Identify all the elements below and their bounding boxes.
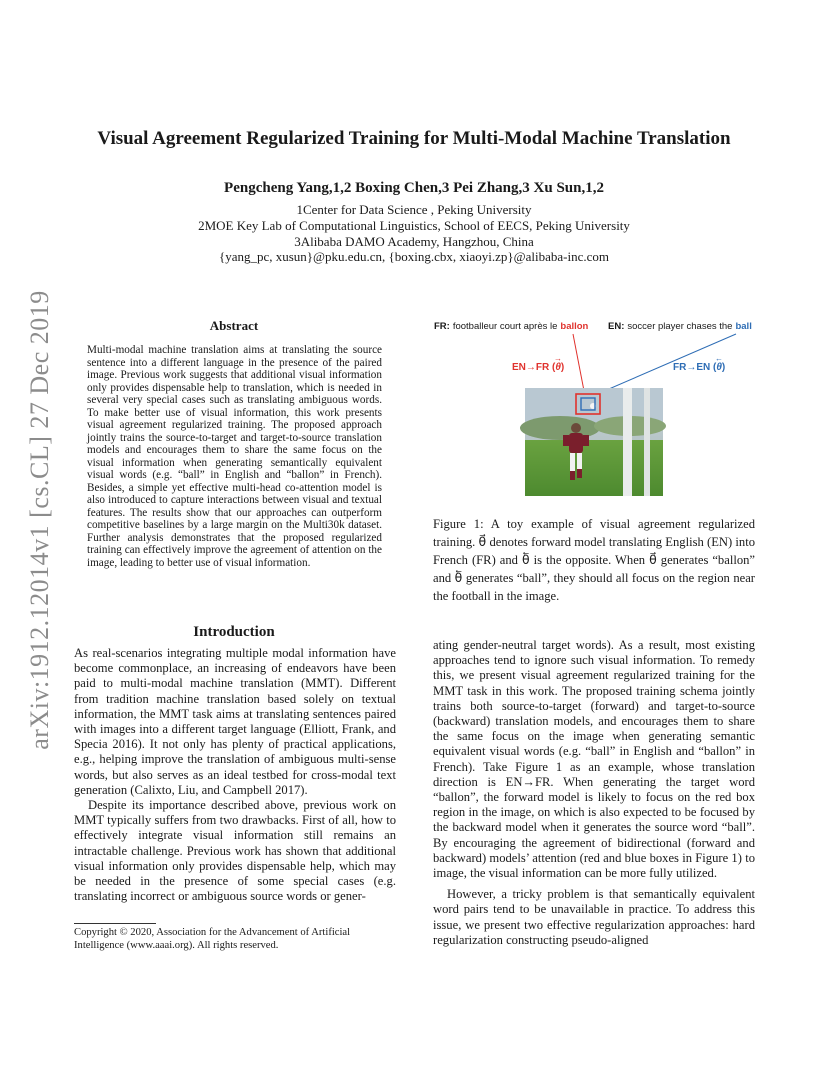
- backward-model-label: FR→EN (θ): [673, 362, 726, 373]
- copyright-footnote: Copyright © 2020, Association for the Advancement of Artificial Intelligence (www.aaai.org). All rights reserved.: [74, 927, 351, 951]
- figure-1: [430, 314, 760, 504]
- affiliation-1: 1Center for Data Science , Peking University: [296, 202, 532, 217]
- paper-title: Visual Agreement Regularized Training for Multi-Modal Machine Translation: [97, 128, 731, 149]
- en-highlight: ball: [735, 321, 752, 332]
- abstract-heading: Abstract: [209, 318, 259, 333]
- fr-label: FR:: [434, 321, 450, 332]
- soccer-photo: [520, 388, 666, 496]
- abstract-body: Multi-modal machine translation aims at translating the source sentence into a different language in the presence of the paired image. Previous work suggests that additional visual information only provides dispensable help to translation, which is needed in several very special cases such as translating ambiguous words. To make better use of visual information, this work presents visual agreement regularized training. The proposed approach jointly trains the source-to-target and target-to-source translation models and encourages them to share the same focus on the visual information when generating semantically equivalent visual words (e.g. “ball” in English and “ballon” in French). Besides, a simple yet effective multi-head co-attention model is also introduced to capture interactions between visual and textual features. The results show that our approaches can outperform competitive baselines by a large margin on the Multi30k dataset. Further analysis demonstrates that the proposed regularized training can effectively improve the agreement of attention on the image, leading to better use of visual information.: [87, 344, 382, 569]
- introduction-heading: Introduction: [193, 624, 275, 640]
- backward-arrow: ←: [715, 354, 723, 363]
- en-text: soccer player chases the: [627, 321, 733, 332]
- forward-pointer: [573, 334, 585, 396]
- figure-1-caption: Figure 1: A toy example of visual agreement regularized training. θ⃗ denotes forward model translating English (EN) into French (FR) and θ⃖ is the opposite. When θ⃗ generates “ballon” and θ⃖ generates “ball”, they should all focus on the region near the football in the image.: [433, 517, 755, 603]
- intro-paragraph-4: However, a tricky problem is that semantically equivalent word pairs tend to be unavailable in practice. To address this issue, we present two effective regularization approaches: hard regularization constructing pseudo-aligned: [433, 887, 755, 947]
- intro-paragraph-1: As real-scenarios integrating multiple modal information have become commonplace, an increasing of endeavors have been paid to multi-modal machine translation (MMT). Different from tradition machine translation based solely on textual information, the MMT task aims at translating sentences paired with images into a different target language (Elliott, Frank, and Specia 2016). It not only has plenty of practical applications, e.g., helping improve the translation of ambiguous multi-sense words, but also serves as an ideal testbed for cross-modal text generation (Calixto, Liu, and Campbell 2017).: [74, 646, 396, 797]
- introduction-right-column: [433, 638, 755, 948]
- affiliation-3: 3Alibaba DAMO Academy, Hangzhou, China: [294, 234, 534, 249]
- en-sentence: [608, 321, 752, 332]
- arxiv-sidebar: [18, 280, 62, 760]
- fr-text: footballeur court après le: [452, 321, 558, 332]
- intro-paragraph-3: ating gender-neutral target words). As a result, most existing approaches tend to ignore such visual information. To remedy this, we present visual agreement regularized training for the MMT task in this work. The proposed training schema jointly trains both source-to-target (forward) and target-to-source (backward) translation models, and encourages them to share the same focus on the image when generating semantic equivalent visual words (e.g. “ball” in English and “ballon” in French). Take Figure 1 as an example, whose translation direction is EN→FR. When generating the target word “ballon”, the forward model is likely to focus on the red box region in the image, on which is also expected to be focused by the backward model when it generates the source word “ball”. By encouraging the agreement of bidirectional (forward and backward) models’ attention (red and blue boxes in Figure 1) to image, the visual information can be more fully utilized.: [433, 638, 755, 881]
- affiliation-2: 2MOE Key Lab of Computational Linguistics, School of EECS, Peking University: [198, 218, 630, 233]
- forward-model-label: EN→FR (θ): [512, 362, 565, 373]
- forward-arrow: →: [554, 354, 562, 363]
- introduction-left-column: [74, 646, 396, 904]
- fr-highlight: ballon: [560, 321, 589, 332]
- en-label: EN:: [608, 321, 625, 332]
- intro-paragraph-2: Despite its importance described above, previous work on MMT typically suffers from two drawbacks. First of all, how to effectively integrate visual information still remains an intractable challenge. Previous work has shown that additional visual information only provides dispensable help, which may be needed in the presence of some special cases (e.g. translating incorrect or ambiguous source words or gener-: [74, 798, 396, 904]
- footnote-rule: [74, 923, 156, 924]
- arxiv-id: arXiv:1912.12014v1 [cs.CL] 27 Dec 2019: [25, 290, 54, 750]
- author-list: Pengcheng Yang,1,2 Boxing Chen,3 Pei Zhang,3 Xu Sun,1,2: [224, 180, 604, 196]
- author-emails: {yang_pc, xusun}@pku.edu.cn, {boxing.cbx, xiaoyi.zp}@alibaba-inc.com: [218, 249, 610, 264]
- fr-sentence: [434, 321, 589, 332]
